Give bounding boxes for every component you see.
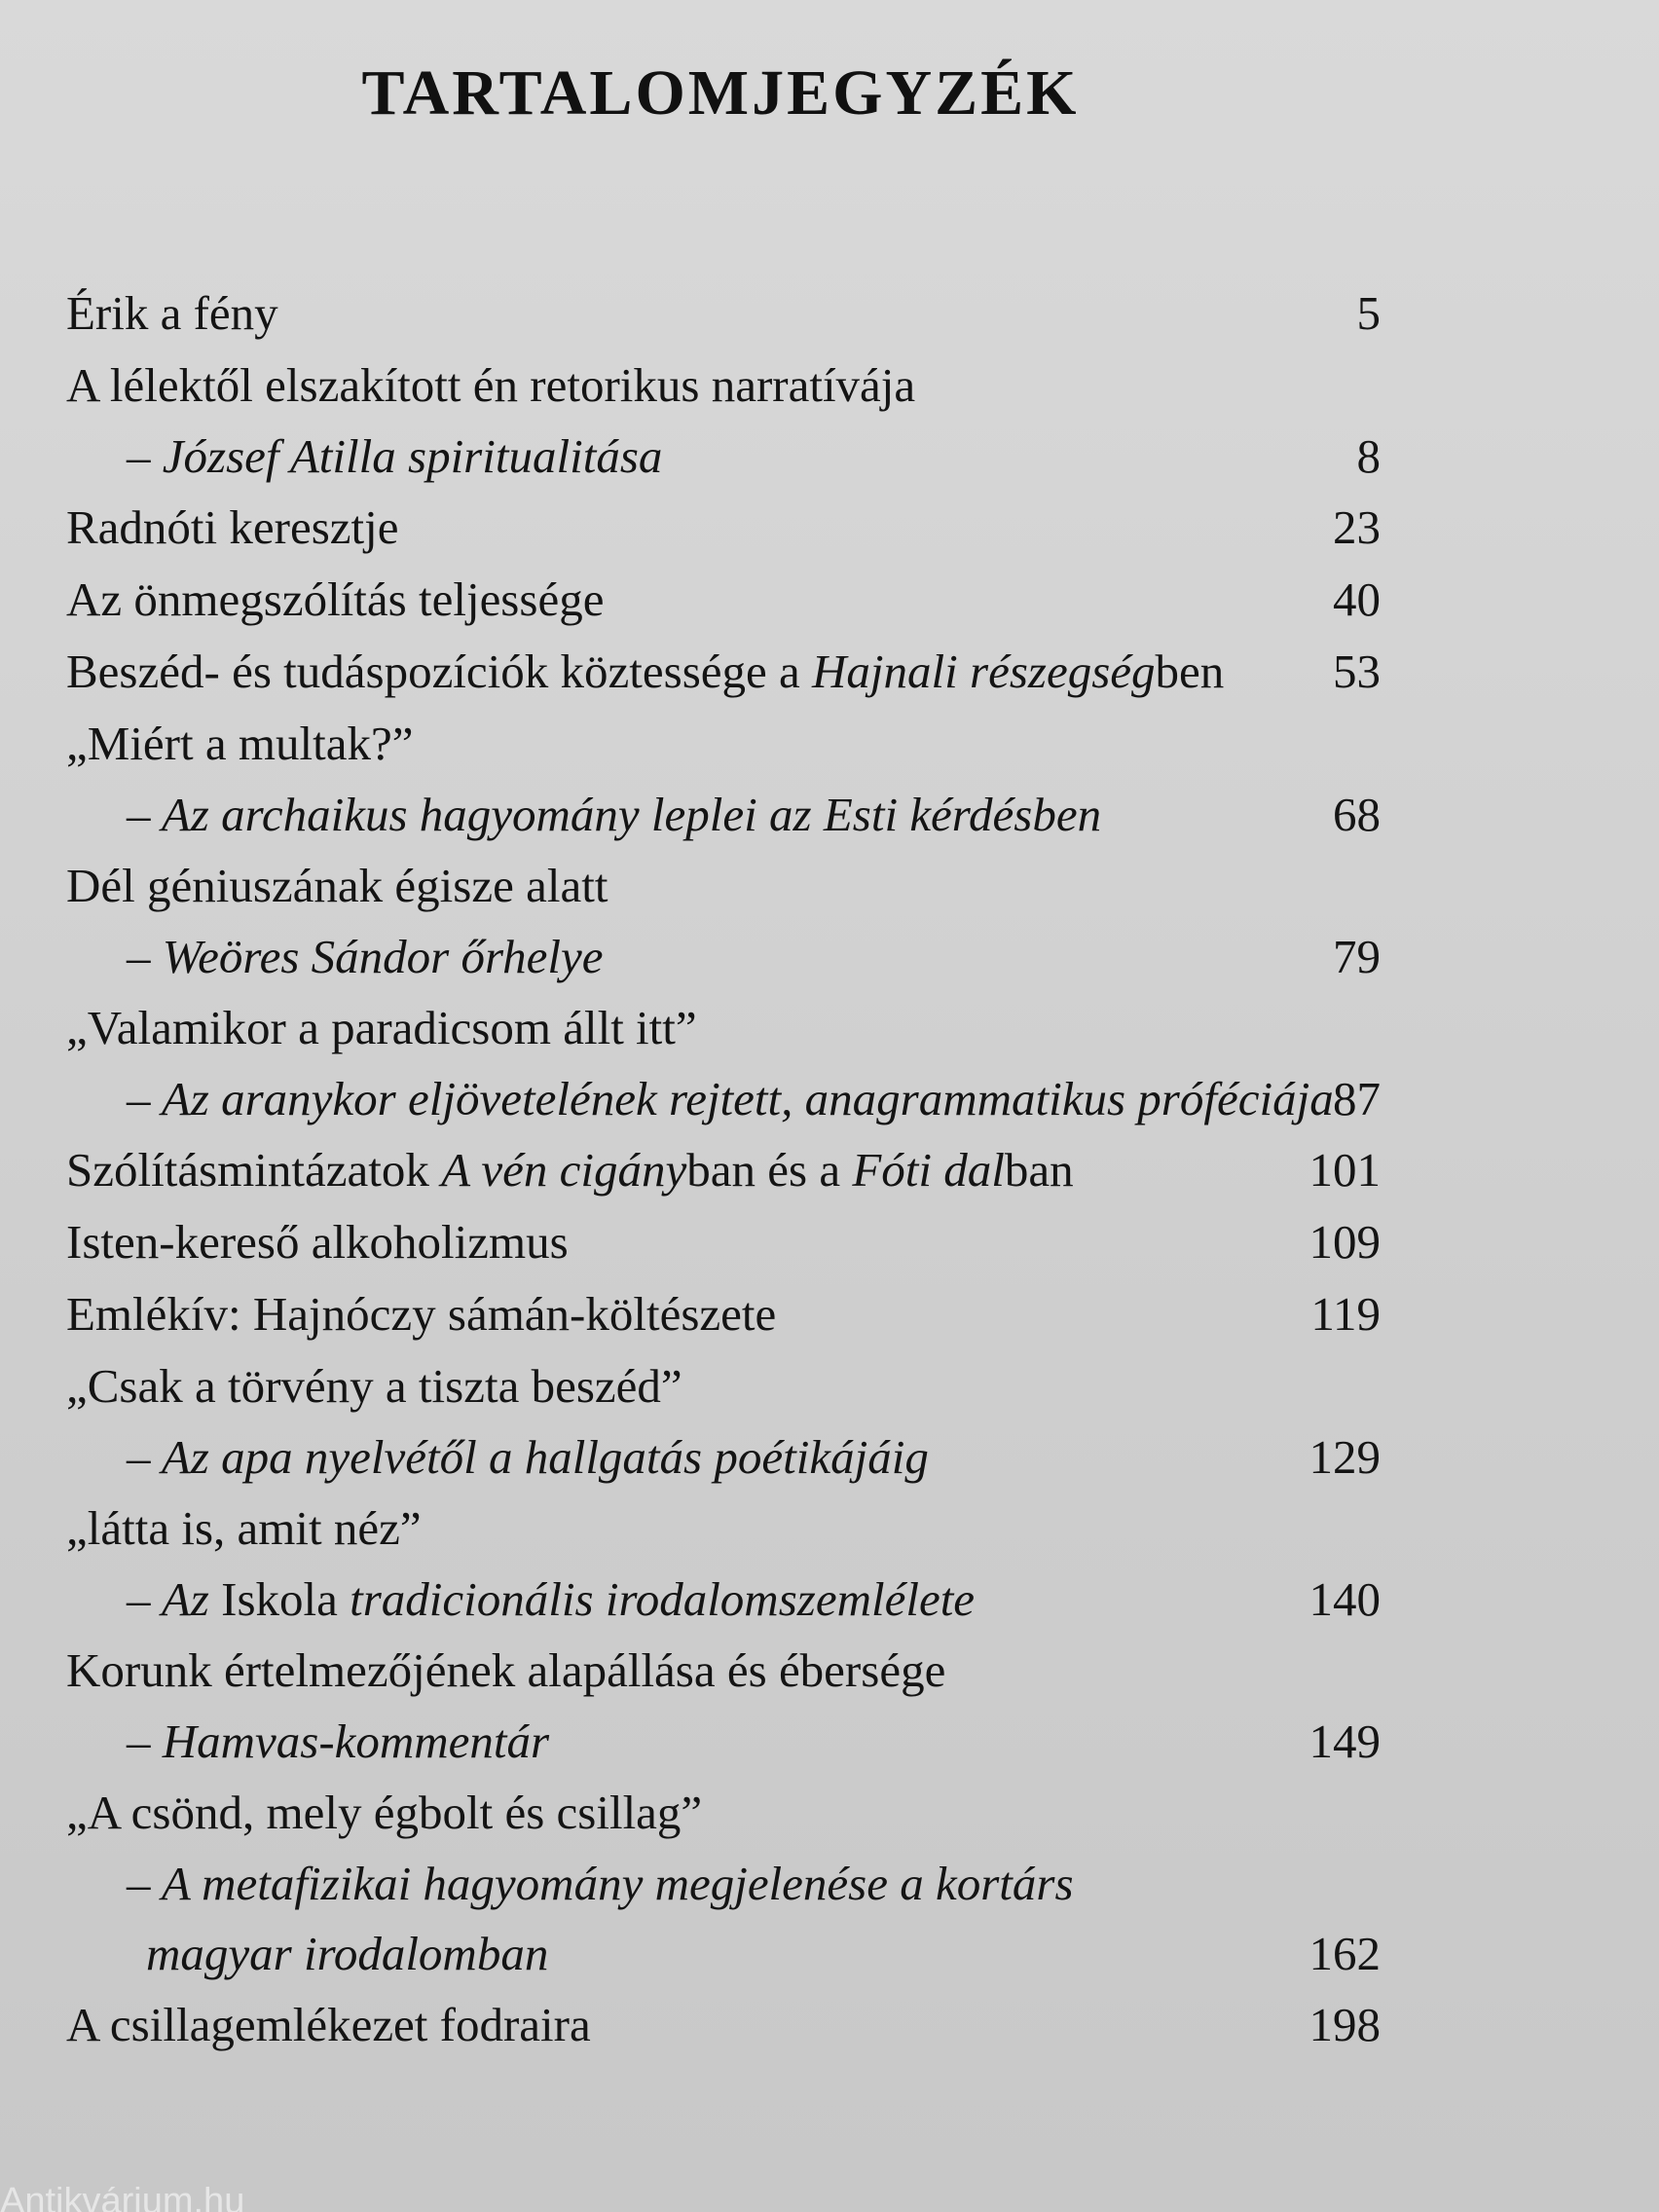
page-number: 23 (1333, 500, 1381, 554)
toc-entry (66, 277, 1381, 350)
page-number: 101 (1309, 1143, 1381, 1197)
entry-title-part: ben (1155, 645, 1225, 698)
entry-title-part: ban (1004, 1143, 1074, 1197)
entry-title: Isten-kereső alkoholizmus (66, 1215, 569, 1269)
entry-title: Az önmegszólítás teljessége (66, 572, 605, 626)
entry-title: „Valamikor a paradicsom állt itt” (66, 1001, 697, 1054)
entry-title: Korunk értelmezőjének alapállása és ébersége (66, 1643, 946, 1697)
page-number: 119 (1310, 1287, 1381, 1341)
page-number: 109 (1309, 1215, 1381, 1269)
page-number: 8 (1356, 429, 1381, 483)
toc-entry (66, 708, 1381, 850)
entry-subtitle: – József Atilla spiritualitása (127, 429, 663, 483)
entry-title: „Csak a törvény a tiszta beszéd” (66, 1359, 682, 1413)
entry-title: A lélektől elszakított én retorikus narratívája (66, 358, 916, 412)
page-number: 40 (1333, 572, 1381, 626)
entry-title-part: ban és a (686, 1143, 853, 1197)
entry-title-part: Beszéd- és tudáspozíciók köztessége a (66, 645, 813, 698)
entry-title: A csillagemlékezet fodraira (66, 1998, 591, 2051)
toc-entry (66, 564, 1381, 636)
toc-entry (66, 850, 1381, 992)
toc-entry (66, 1350, 1381, 1493)
entry-title: Dél géniuszának égisze alatt (66, 859, 608, 912)
page-number: 198 (1309, 1998, 1381, 2051)
page-title: TARTALOMJEGYZÉK (361, 57, 1080, 129)
entry-subtitle: – A metafizikai hagyomány megjelenése a kortárs (127, 1857, 1074, 1910)
page-number: 68 (1333, 788, 1381, 841)
entry-subtitle: magyar irodalomban (146, 1927, 549, 1980)
entry-subtitle: – Az aranykor eljövetelének rejtett, anagrammatikus próféciája (127, 1072, 1334, 1125)
entry-title-italic: Fóti dal (852, 1143, 1005, 1197)
entry-subtitle: – Hamvas-kommentár (127, 1714, 550, 1768)
entry-title: Radnóti keresztje (66, 500, 399, 554)
page-number: 149 (1309, 1714, 1381, 1768)
entry-title-italic: A vén cigány (441, 1143, 687, 1197)
toc-entry (66, 636, 1381, 708)
toc-entry (66, 1989, 1381, 2061)
entry-subtitle-upright: Iskola (221, 1572, 338, 1626)
page-number: 5 (1356, 286, 1381, 340)
entry-title (66, 1134, 1074, 1206)
toc-entry (66, 1206, 1381, 1278)
entry-title: Emlékív: Hajnóczy sámán-költészete (66, 1287, 777, 1341)
toc-entry (66, 1493, 1381, 1635)
entry-subtitle: – Az apa nyelvétől a hallgatás poétikájáig (127, 1430, 929, 1484)
page-number: 53 (1333, 645, 1381, 698)
entry-title: „látta is, amit néz” (66, 1501, 422, 1555)
entry-title-italic: Hajnali részegség (812, 645, 1156, 698)
entry-title (66, 636, 1224, 708)
toc-entry (66, 492, 1381, 564)
toc-entry (66, 1134, 1381, 1206)
page-number: 162 (1309, 1927, 1381, 1980)
toc-entry (66, 992, 1381, 1134)
page-number: 129 (1309, 1430, 1381, 1484)
entry-title: „A csönd, mely égbolt és csillag” (66, 1786, 703, 1839)
page-number: 79 (1333, 930, 1381, 983)
page-number: 140 (1309, 1572, 1381, 1626)
entry-title: „Miért a multak?” (66, 717, 414, 770)
toc-entry (66, 1777, 1381, 1989)
entry-subtitle-part: – Az (127, 1572, 222, 1626)
entry-subtitle-part: tradicionális irodalomszemlélete (337, 1572, 976, 1626)
entry-subtitle: – Weöres Sándor őrhelye (127, 930, 604, 983)
entry-title: Érik a fény (66, 286, 278, 340)
watermark: Antikvárium.hu (0, 2187, 245, 2212)
toc-entry (66, 1278, 1381, 1350)
toc-entry (66, 1635, 1381, 1777)
entry-title-part: Szólításmintázatok (66, 1143, 442, 1197)
table-of-contents (66, 277, 1381, 2061)
toc-entry (66, 350, 1381, 492)
entry-subtitle (127, 1565, 975, 1635)
page-number: 87 (1333, 1072, 1381, 1125)
entry-subtitle: – Az archaikus hagyomány leplei az Esti kérdésben (127, 788, 1102, 841)
